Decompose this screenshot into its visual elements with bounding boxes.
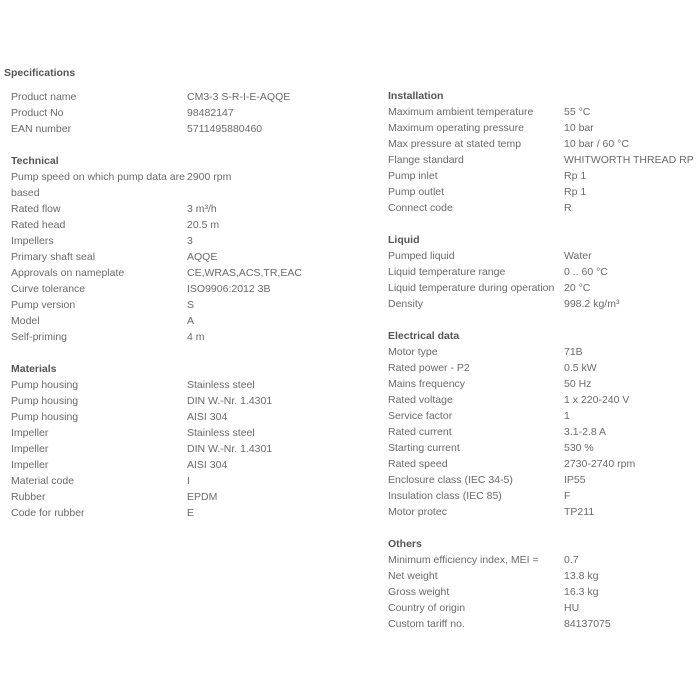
spec-label: Liquid temperature range [388, 266, 506, 278]
spec-row [388, 296, 700, 312]
section-title: Technical [11, 155, 59, 167]
spec-value: IP55 [564, 474, 586, 486]
spec-value: Rp 1 [564, 186, 587, 198]
spec-value: HU [564, 602, 580, 614]
spec-value: 10 bar [564, 122, 594, 134]
spec-row [388, 168, 700, 184]
spec-label: Code for rubber [11, 507, 85, 519]
spec-row [11, 473, 351, 489]
spec-row [11, 89, 351, 105]
spec-label: Rated voltage [388, 394, 453, 406]
spec-value: 20 °C [564, 282, 591, 294]
spec-value: F [564, 490, 571, 502]
spec-row [11, 409, 351, 425]
spec-label: Custom tariff no. [388, 618, 465, 630]
section-title: Liquid [388, 234, 420, 246]
spec-value: 20.5 m [187, 219, 220, 231]
spec-row [11, 105, 351, 121]
spec-label: Rated speed [388, 458, 448, 470]
spec-row [388, 248, 700, 264]
spec-value: Stainless steel [187, 427, 255, 439]
spec-value: TP211 [564, 506, 595, 518]
page-title: Specifications [4, 67, 76, 79]
spec-value: 1 [564, 410, 570, 422]
spec-row [388, 392, 700, 408]
spec-value: R [564, 202, 572, 214]
spec-row [388, 280, 700, 296]
spec-label: Self-priming [11, 331, 68, 343]
spec-label: Approvals on nameplate [11, 267, 125, 279]
spec-label: Gross weight [388, 586, 450, 598]
spec-value: Water [564, 250, 592, 262]
spec-value: 5711495880460 [187, 123, 263, 135]
spec-value: ISO9906:2012 3B [187, 283, 271, 295]
spec-label: Motor type [388, 346, 438, 358]
spec-row [11, 233, 351, 249]
section-technical [11, 153, 351, 345]
section-product-info [11, 89, 351, 137]
spec-row [11, 329, 351, 345]
spec-value: DIN W.-Nr. 1.4301 [187, 395, 273, 407]
spec-row [388, 408, 700, 424]
spec-row [388, 488, 700, 504]
spec-value: A [187, 315, 195, 327]
spec-label: Flange standard [388, 154, 464, 166]
spec-value: 71B [564, 346, 583, 358]
spec-label: Impeller [11, 427, 49, 439]
spec-value: 98482147 [187, 107, 234, 119]
spec-row [11, 169, 351, 201]
spec-row [388, 152, 700, 168]
spec-label: Pump inlet [388, 170, 438, 182]
spec-label: Model [11, 315, 40, 327]
spec-row [388, 120, 700, 136]
spec-value: AQQE [187, 251, 218, 263]
spec-label: Rubber [11, 491, 46, 503]
spec-label: Enclosure class (IEC 34-5) [388, 474, 513, 486]
spec-label: Rated power - P2 [388, 362, 470, 374]
section-electrical-data [388, 328, 700, 520]
spec-value: S [187, 299, 195, 311]
spec-value: 16.3 kg [564, 586, 599, 598]
spec-value: 3 [187, 235, 193, 247]
spec-row [11, 217, 351, 233]
spec-row [11, 441, 351, 457]
spec-label: Pump housing [11, 411, 79, 423]
spec-value: E [187, 507, 195, 519]
spec-row [388, 264, 700, 280]
spec-row [11, 425, 351, 441]
spec-row [388, 376, 700, 392]
spec-value: 0 .. 60 °C [564, 266, 608, 278]
spec-row [388, 440, 700, 456]
spec-value: 84137075 [564, 618, 611, 630]
spec-label: Product No [11, 107, 64, 119]
spec-row [11, 297, 351, 313]
spec-value: AISI 304 [187, 459, 228, 471]
spec-label: Pump speed on which pump data are based [11, 171, 185, 199]
spec-label: Maximum operating pressure [388, 122, 524, 134]
spec-row [11, 201, 351, 217]
spec-value: Stainless steel [187, 379, 255, 391]
spec-label: Material code [11, 475, 75, 487]
spec-row [388, 104, 700, 120]
spec-row [388, 472, 700, 488]
section-title: Materials [11, 363, 57, 375]
left-column [11, 89, 351, 537]
spec-row [388, 200, 700, 216]
spec-label: Impeller [11, 443, 49, 455]
spec-value: 55 °C [564, 106, 591, 118]
spec-label: Impeller [11, 459, 49, 471]
spec-label: Service factor [388, 410, 453, 422]
spec-value: 4 m [187, 331, 205, 343]
spec-value: AISI 304 [187, 411, 228, 423]
spec-value: 0.5 kW [564, 362, 597, 374]
spec-value: I [187, 475, 190, 487]
spec-label: Rated flow [11, 203, 61, 215]
spec-label: Minimum efficiency index, MEI = [388, 554, 539, 566]
spec-label: Insulation class (IEC 85) [388, 490, 502, 502]
spec-value: 13.8 kg [564, 570, 599, 582]
spec-label: Pump housing [11, 379, 79, 391]
spec-label: Country of origin [388, 602, 466, 614]
spec-row [388, 456, 700, 472]
section-others [388, 536, 700, 632]
section-liquid [388, 232, 700, 312]
spec-row [11, 281, 351, 297]
spec-row [11, 313, 351, 329]
spec-value: WHITWORTH THREAD RP [564, 154, 694, 166]
section-title: Electrical data [388, 330, 460, 342]
spec-label: Liquid temperature during operation [388, 282, 555, 294]
spec-label: Rated current [388, 426, 452, 438]
spec-label: Rated head [11, 219, 66, 231]
spec-label: Primary shaft seal [11, 251, 96, 263]
spec-label: Pump outlet [388, 186, 445, 198]
spec-label: Impellers [11, 235, 54, 247]
spec-row [11, 505, 351, 521]
spec-value: 3 m³/h [187, 203, 217, 215]
spec-label: Max pressure at stated temp [388, 138, 522, 150]
section-installation [388, 88, 700, 216]
spec-value: 50 Hz [564, 378, 592, 390]
spec-label: Density [388, 298, 424, 310]
spec-row [11, 489, 351, 505]
spec-label: Pump version [11, 299, 76, 311]
spec-label: Net weight [388, 570, 438, 582]
spec-label: Connect code [388, 202, 453, 214]
spec-row [388, 136, 700, 152]
spec-row [11, 265, 351, 281]
spec-row [388, 584, 700, 600]
spec-row [388, 424, 700, 440]
spec-row [388, 344, 700, 360]
spec-row [11, 457, 351, 473]
spec-value: 0.7 [564, 554, 579, 566]
spec-value: 530 % [564, 442, 594, 454]
spec-row [388, 616, 700, 632]
spec-value: 2730-2740 rpm [564, 458, 636, 470]
spec-value: 2900 rpm [187, 171, 232, 183]
right-column [388, 88, 700, 648]
spec-label: Pump housing [11, 395, 79, 407]
spec-row [388, 184, 700, 200]
spec-value: 3.1-2.8 A [564, 426, 607, 438]
spec-row [388, 504, 700, 520]
spec-label: Product name [11, 91, 77, 103]
spec-row [388, 600, 700, 616]
spec-label: Motor protec [388, 506, 447, 518]
section-title: Others [388, 538, 422, 550]
spec-value: Rp 1 [564, 170, 587, 182]
spec-value: 998.2 kg/m³ [564, 298, 620, 310]
spec-row [388, 360, 700, 376]
spec-value: CM3-3 S-R-I-E-AQQE [187, 91, 291, 103]
spec-label: Pumped liquid [388, 250, 455, 262]
spec-label: EAN number [11, 123, 72, 135]
spec-row [11, 377, 351, 393]
section-materials [11, 361, 351, 521]
spec-row [11, 249, 351, 265]
spec-value: CE,WRAS,ACS,TR,EAC [187, 267, 302, 279]
spec-row [11, 121, 351, 137]
spec-value: 1 x 220-240 V [564, 394, 630, 406]
spec-value: EPDM [187, 491, 218, 503]
spec-label: Starting current [388, 442, 460, 454]
spec-row [388, 568, 700, 584]
spec-row [11, 393, 351, 409]
spec-label: Mains frequency [388, 378, 466, 390]
spec-label: Curve tolerance [11, 283, 86, 295]
spec-label: Maximum ambient temperature [388, 106, 534, 118]
section-title: Installation [388, 90, 444, 102]
spec-value: DIN W.-Nr. 1.4301 [187, 443, 273, 455]
spec-value: 10 bar / 60 °C [564, 138, 629, 150]
spec-row [388, 552, 700, 568]
